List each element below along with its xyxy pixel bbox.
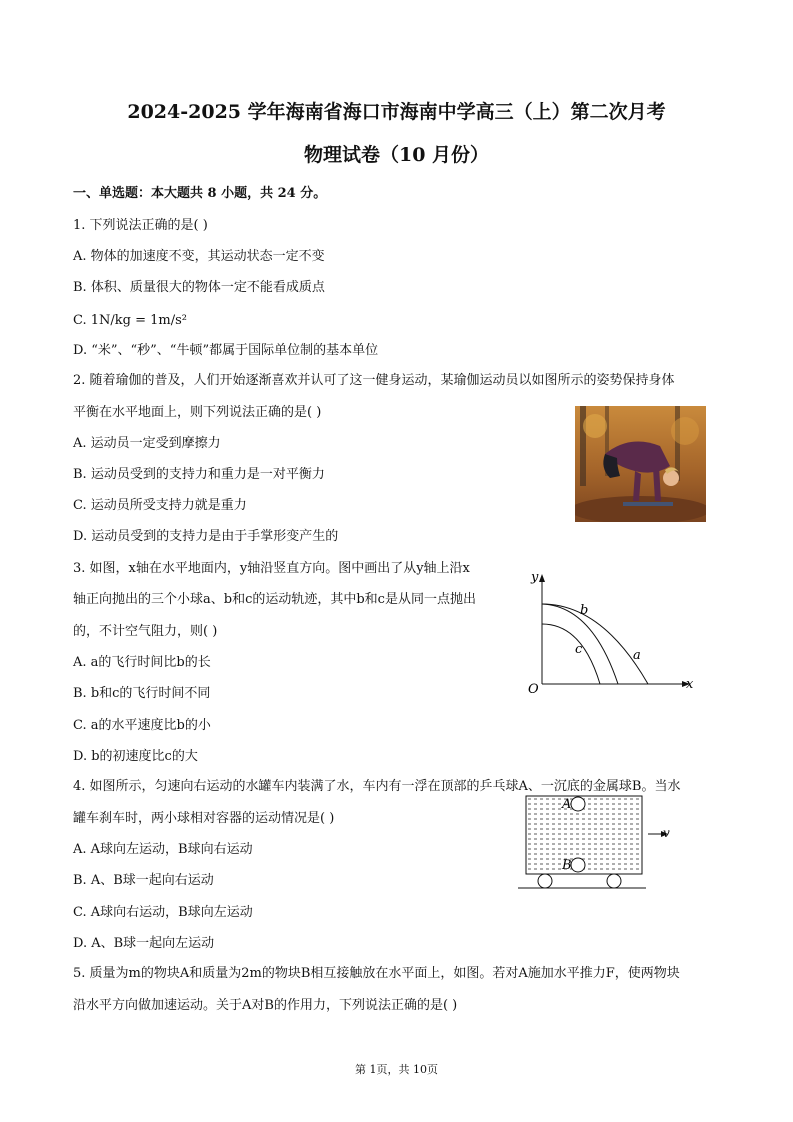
q1-stem: 1. 下列说法正确的是( ) [73, 218, 208, 233]
trajectory-figure [522, 566, 697, 698]
exam-title-line2: 物理试卷（10 月份） [303, 144, 490, 166]
label-a: a [633, 648, 641, 663]
wheel-right [607, 874, 621, 888]
q3-option-a: A. a的飞行时间比b的长 [73, 655, 211, 670]
q1-option-b: B. 体积、质量很大的物体一定不能看成质点 [73, 280, 325, 295]
q4-option-a: A. A球向左运动，B球向右运动 [73, 842, 253, 857]
q2-option-b: B. 运动员受到的支持力和重力是一对平衡力 [73, 467, 325, 482]
page-number: 第 1页，共 10页 [355, 1063, 438, 1076]
q1-option-d: D. “米”、“秒”、“牛顿”都属于国际单位制的基本单位 [73, 343, 379, 358]
water-tank-figure [516, 792, 676, 892]
trajectory-a [542, 604, 648, 684]
label-b: b [580, 603, 589, 618]
y-axis-arrow [539, 574, 545, 582]
ball-b-label: B [562, 858, 572, 873]
y-label: y [531, 570, 539, 585]
q2-option-a: A. 运动员一定受到摩擦力 [73, 436, 221, 451]
yoga-photo [575, 406, 706, 522]
ball-b [571, 858, 585, 872]
exam-title-line1: 2024-2025 学年海南省海口市海南中学高三（上）第二次月考 [127, 101, 666, 123]
trajectory-c [542, 624, 600, 684]
q1-option-c: C. 1N/kg = 1m/s² [73, 313, 187, 328]
q2-option-c: C. 运动员所受支持力就是重力 [73, 498, 247, 513]
q2-option-d: D. 运动员受到的支持力是由于手掌形变产生的 [73, 529, 339, 544]
x-label: x [686, 677, 694, 692]
q5-stem-line1: 5. 质量为m的物块A和质量为2m的物块B相互接触放在水平面上，如图。若对A施加水平推力F，使两物块 [73, 966, 680, 981]
velocity-label: v [663, 826, 670, 840]
wheel-left [538, 874, 552, 888]
label-c: c [575, 642, 583, 657]
q3-stem-line3: 的，不计空气阻力，则( ) [73, 624, 218, 639]
origin-label: O [528, 682, 539, 697]
q5-stem-line2: 沿水平方向做加速运动。关于A对B的作用力，下列说法正确的是( ) [73, 998, 458, 1013]
q4-stem-line1: 4. 如图所示，匀速向右运动的水罐车内装满了水，车内有一浮在顶部的乒乓球A、一沉底的金属球B。当水 [73, 779, 681, 794]
q4-option-b: B. A、B球一起向右运动 [73, 873, 214, 888]
section-heading: 一、单选题：本大题共 8 小题，共 24 分。 [73, 186, 327, 201]
q4-stem-line2: 罐车刹车时，两小球相对容器的运动情况是( ) [73, 811, 335, 826]
q3-option-c: C. a的水平速度比b的小 [73, 718, 211, 733]
q2-stem-line2: 平衡在水平地面上，则下列说法正确的是( ) [73, 405, 322, 420]
q4-option-c: C. A球向右运动，B球向左运动 [73, 905, 253, 920]
q2-stem-line1: 2. 随着瑜伽的普及，人们开始逐渐喜欢并认可了这一健身运动，某瑜伽运动员以如图所示的姿势保持身体 [73, 373, 675, 388]
q3-option-b: B. b和c的飞行时间不同 [73, 686, 211, 701]
q3-stem-line2: 轴正向抛出的三个小球a、b和c的运动轨迹，其中b和c是从同一点抛出 [73, 592, 476, 607]
q1-option-a: A. 物体的加速度不变，其运动状态一定不变 [73, 249, 325, 264]
ball-a [571, 797, 585, 811]
ball-a-label: A [562, 797, 572, 812]
q4-option-d: D. A、B球一起向左运动 [73, 936, 215, 951]
q3-option-d: D. b的初速度比c的大 [73, 749, 198, 764]
q3-stem-line1: 3. 如图，x轴在水平地面内，y轴沿竖直方向。图中画出了从y轴上沿x [73, 561, 470, 576]
